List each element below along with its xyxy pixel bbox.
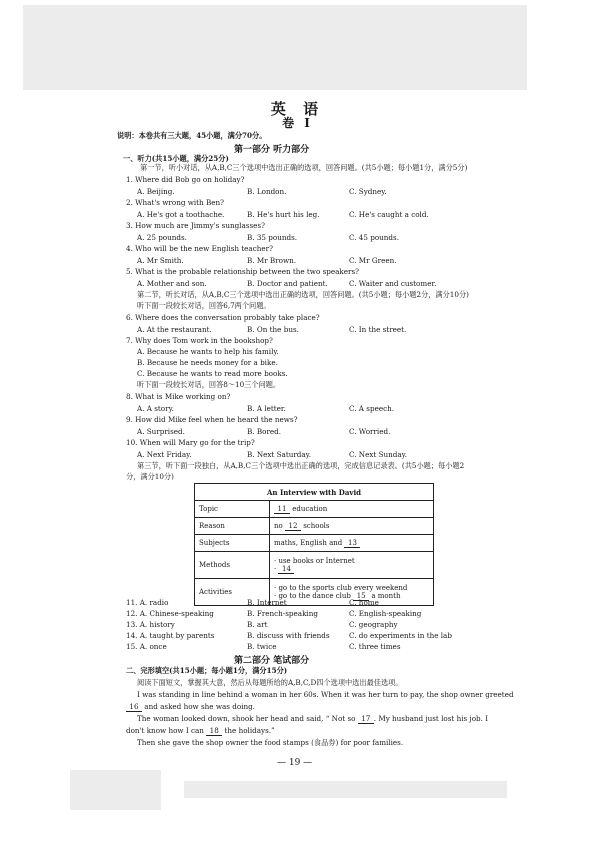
opt14-a: 14. A. taught by parents <box>126 631 215 640</box>
q2-option-c: C. He's caught a cold. <box>349 210 429 219</box>
q5-option-b: B. Doctor and patient. <box>247 279 328 288</box>
opt14-c: C. do experiments in the lab <box>349 631 452 640</box>
blank-18: 18 <box>206 726 222 736</box>
sub3-instruction: 第三节，听下面一段独白，从A,B,C三个选项中选出正确的选项，完成信息记录表。(共5小题；每小题2 <box>137 461 465 470</box>
sub1-instruction: 第一节，听小对话，从A,B,C三个选项中选出正确的选项，回答问题。(共5小题；每小题1分，满分5分) <box>140 163 468 172</box>
page-title: 英 语 <box>270 100 325 118</box>
q4-option-c: C. Mr Green. <box>349 256 397 265</box>
row-label: Reason <box>195 518 270 535</box>
q9-option-a: A. Surprised. <box>137 427 185 436</box>
q2-question: 2. What's wrong with Ben? <box>126 198 224 207</box>
q3-option-c: C. 45 pounds. <box>349 233 400 242</box>
interview-table <box>194 483 434 606</box>
row-value: 11 education <box>270 501 434 518</box>
q6-question: 6. Where does the conversation probably take place? <box>126 313 320 322</box>
q8-option-b: B. A letter. <box>247 404 286 413</box>
q4-option-b: B. Mr Brown. <box>247 256 297 265</box>
table-row <box>195 484 434 501</box>
passage-line-1: I was standing in line behind a woman in her 60s. When it was her turn to pay, the shop owner greeted <box>137 690 514 699</box>
q1-option-a: A. Beijing. <box>137 187 175 196</box>
table-row <box>195 501 434 518</box>
q9-option-b: B. Bored. <box>247 427 282 436</box>
section1-heading: 一、听力(共15小题，满分25分) <box>123 154 229 163</box>
q10-option-b: B. Next Saturday. <box>247 450 312 459</box>
q8-option-a: A. A story. <box>137 404 174 413</box>
blank-11: 11 <box>274 505 290 514</box>
page-number: — 19 — <box>277 758 313 768</box>
q3-option-b: B. 35 pounds. <box>247 233 298 242</box>
q8-question: 8. What is Mike working on? <box>126 392 231 401</box>
q7-option-b: B. Because he needs money for a bike. <box>137 358 278 367</box>
row-value: · use books or Internet · 14 <box>270 552 434 579</box>
q1-option-c: C. Sydney. <box>349 187 387 196</box>
q1-option-b: B. London. <box>247 187 287 196</box>
opt11-a: 11. A. radio <box>126 598 169 607</box>
table-title: An Interview with David <box>195 484 434 501</box>
opt11-c: C. home <box>349 598 379 607</box>
cloze-instruction: 阅读下面短文，掌握其大意，然后从每题所给的A,B,C,D四个选项中选出最佳选项。 <box>137 678 403 687</box>
sub2-instruction: 第二节，听长对话，从A,B,C三个选项中选出正确的选项，回答问题。(共5小题；每小题2分，满分10分) <box>137 290 469 299</box>
blank-13: 13 <box>344 539 360 548</box>
blank-16: 16 <box>126 702 142 712</box>
sub3-instruction-cont: 分，满分10分) <box>126 472 174 481</box>
q7-question: 7. Why does Tom work in the bookshop? <box>126 336 273 345</box>
q5-question: 5. What is the probable relationship between the two speakers? <box>126 267 359 276</box>
opt13-b: B. art <box>247 620 268 629</box>
opt15-c: C. three times <box>349 642 401 651</box>
row-value: no 12 schools <box>270 518 434 535</box>
exam-note: 说明：本卷共有三大题，45小题，满分70分。 <box>117 131 267 140</box>
blank-header-area <box>23 5 527 90</box>
passage-line-5: Then she gave the shop owner the food stamps (食品券) for poor families. <box>137 738 404 747</box>
opt13-c: C. geography <box>349 620 398 629</box>
sub2a-instruction: 听下面一段较长对话，回答6,7两个问题。 <box>137 301 271 310</box>
q8-option-c: C. A speech. <box>349 404 395 413</box>
blank-12: 12 <box>285 522 301 531</box>
opt15-b: B. twice <box>247 642 277 651</box>
blank-17: 17 <box>358 714 374 724</box>
q1-question: 1. Where did Bob go on holiday? <box>126 175 245 184</box>
blank-14: 14 <box>278 565 294 574</box>
row-label: Topic <box>195 501 270 518</box>
passage-line-4: don't know how I can 18 the holidays.” <box>126 726 275 735</box>
row-value: · go to the sports club every weekend · go to the dance club 15 a month <box>270 579 434 606</box>
passage-line-3: The woman looked down, shook her head and said, “ Not so 17 . My husband just lost his job. I <box>137 714 489 723</box>
opt11-b: B. Internet <box>247 598 287 607</box>
row-value: maths, English and 13 <box>270 535 434 552</box>
q3-option-a: A. 25 pounds. <box>137 233 187 242</box>
q10-option-a: A. Next Friday. <box>137 450 192 459</box>
q2-option-b: B. He's hurt his leg. <box>247 210 320 219</box>
row-label: Subjects <box>195 535 270 552</box>
blank-footer-left <box>70 770 161 810</box>
passage-line-2: 16 and asked how she was doing. <box>126 702 255 712</box>
opt13-a: 13. A. history <box>126 620 175 629</box>
q6-option-c: C. In the street. <box>349 325 407 334</box>
table-row <box>195 535 434 552</box>
q4-question: 4. Who will be the new English teacher? <box>126 244 273 253</box>
q9-option-c: C. Worried. <box>349 427 391 436</box>
q6-option-b: B. On the bus. <box>247 325 299 334</box>
q3-question: 3. How much are Jimmy's sunglasses? <box>126 221 265 230</box>
blank-footer-right <box>184 781 507 798</box>
sub2b-instruction: 听下面一段较长对话，回答8～10三个问题。 <box>137 380 281 389</box>
q4-option-a: A. Mr Smith. <box>137 256 184 265</box>
section2-heading: 二、完形填空(共15小题；每小题1分，满分15分) <box>126 666 288 675</box>
row-label: Activities <box>195 579 270 606</box>
q5-option-c: C. Waiter and customer. <box>349 279 437 288</box>
opt12-a: 12. A. Chinese-speaking <box>126 609 214 618</box>
part2-title: 第二部分 笔试部分 <box>234 656 310 666</box>
q9-question: 9. How did Mike feel when he heard the news? <box>126 415 298 424</box>
opt12-b: B. French-speaking <box>247 609 318 618</box>
table-row <box>195 552 434 579</box>
table-row <box>195 518 434 535</box>
opt15-a: 15. A. once <box>126 642 167 651</box>
opt14-b: B. discuss with friends <box>247 631 330 640</box>
blank-15: 15 <box>353 592 369 601</box>
q10-question: 10. When will Mary go for the trip? <box>126 438 255 447</box>
q5-option-a: A. Mother and son. <box>137 279 207 288</box>
q2-option-a: A. He's got a toothache. <box>137 210 225 219</box>
part1-title: 第一部分 听力部分 <box>234 145 310 155</box>
q6-option-a: A. At the restaurant. <box>137 325 212 334</box>
q7-option-a: A. Because he wants to help his family. <box>137 347 279 356</box>
opt12-c: C. English-speaking <box>349 609 422 618</box>
table-row <box>195 579 434 606</box>
q7-option-c: C. Because he wants to read more books. <box>137 369 288 378</box>
q10-option-c: C. Next Sunday. <box>349 450 408 459</box>
row-label: Methods <box>195 552 270 579</box>
volume-title: 卷 Ⅰ <box>282 116 313 130</box>
